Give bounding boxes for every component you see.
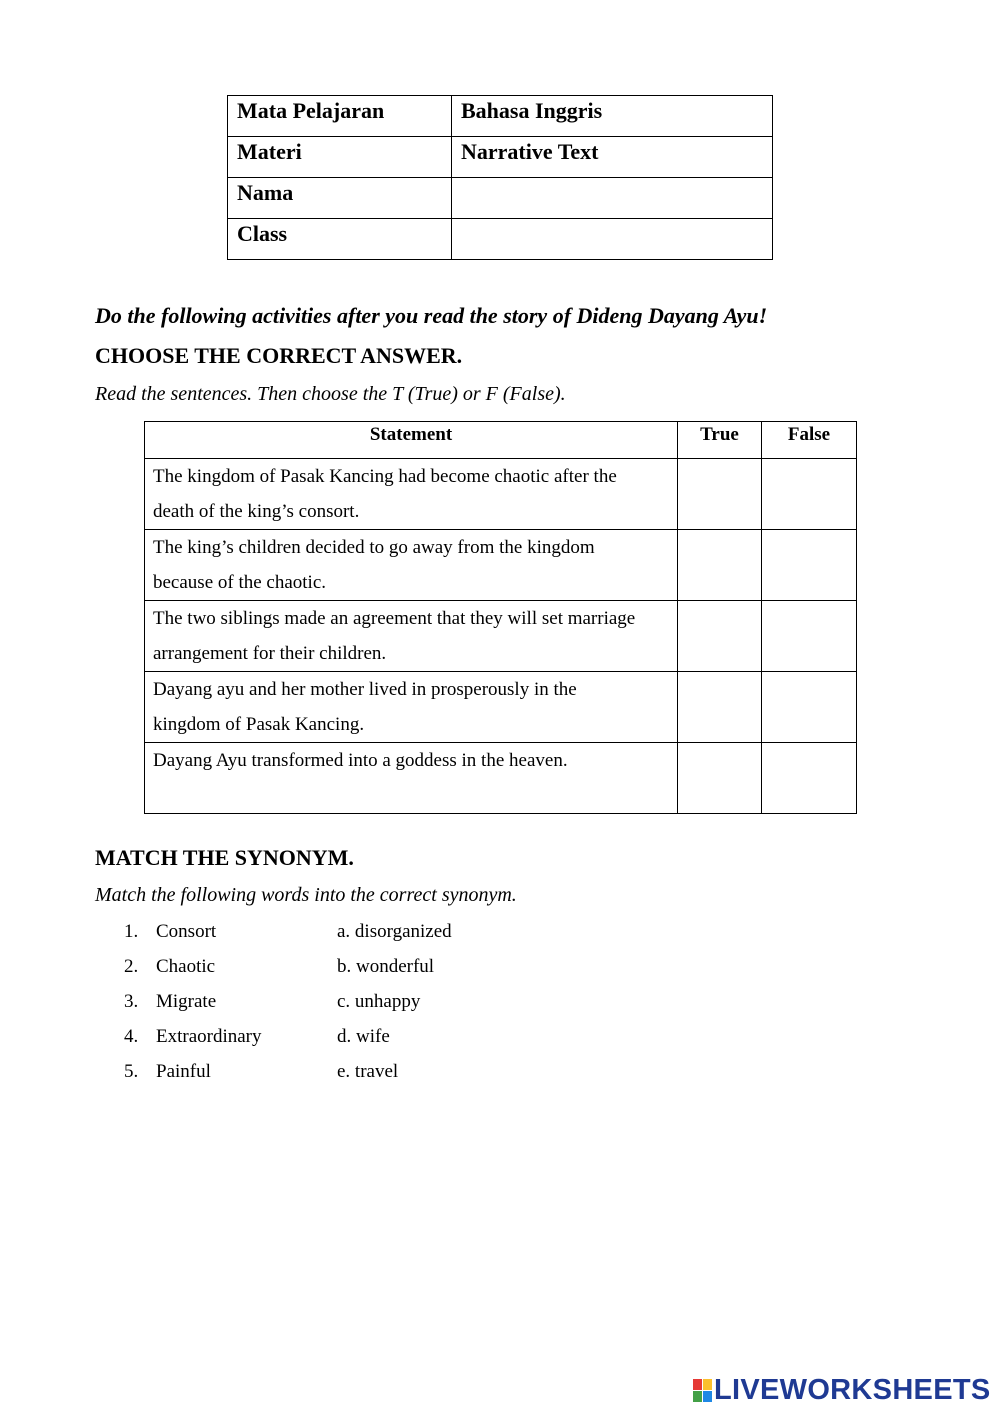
match-item-option: e. travel (337, 1061, 399, 1082)
statement-cell (145, 530, 678, 601)
false-answer-cell[interactable] (762, 743, 857, 814)
header-info-label: Mata Pelajaran (228, 96, 452, 137)
match-item-number: 5. (124, 1061, 139, 1082)
true-answer-cell[interactable] (678, 530, 762, 601)
statement-text (153, 778, 669, 813)
match-item (124, 952, 452, 987)
match-section-instruction: Match the following words into the correct synonym. (95, 884, 517, 906)
true-false-body (145, 459, 857, 814)
match-item-word: Extraordinary (156, 1026, 262, 1047)
statement-cell (145, 601, 678, 672)
header-info-row (228, 178, 773, 219)
liveworksheets-logo-icon (693, 1379, 712, 1402)
statement-text: The kingdom of Pasak Kancing had become chaotic after the (153, 466, 617, 487)
statement-column-header: Statement (145, 422, 678, 459)
liveworksheets-logo-text: LIVEWORKSHEETS (714, 1373, 991, 1406)
header-info-row (228, 137, 773, 178)
match-item-option: a. disorganized (337, 921, 452, 942)
true-column-header: True (678, 422, 762, 459)
false-answer-cell[interactable] (762, 530, 857, 601)
statement-text: The two siblings made an agreement that they will set marriage (153, 608, 636, 629)
header-info-value[interactable] (452, 219, 773, 260)
match-item-option: b. wonderful (337, 956, 435, 977)
statement-text: kingdom of Pasak Kancing. (153, 714, 365, 735)
match-item-option: d. wife (337, 1026, 390, 1047)
header-info-row (228, 219, 773, 260)
liveworksheets-logo (693, 1372, 991, 1408)
match-item-word: Chaotic (156, 956, 216, 977)
match-item-number: 1. (124, 921, 139, 942)
statement-row (145, 672, 857, 743)
statement-cell (145, 743, 678, 814)
match-item (124, 987, 452, 1022)
header-info-body (228, 96, 773, 260)
activity-instruction: Do the following activities after you read the story of Dideng Dayang Ayu! (95, 303, 768, 328)
match-item-option: c. unhappy (337, 991, 421, 1012)
statement-row (145, 459, 857, 530)
logo-square-red (693, 1379, 702, 1390)
statement-text: because of the chaotic. (153, 572, 327, 593)
header-info-row (228, 96, 773, 137)
header-info-label: Materi (228, 137, 452, 178)
false-answer-cell[interactable] (762, 672, 857, 743)
statement-cell (145, 672, 678, 743)
match-item-number: 2. (124, 956, 139, 977)
true-false-table (144, 421, 857, 814)
choose-section-heading: CHOOSE THE CORRECT ANSWER. (95, 343, 463, 368)
statement-text: The king’s children decided to go away from the kingdom (153, 537, 595, 558)
match-item-word: Migrate (156, 991, 217, 1012)
statement-row (145, 530, 857, 601)
match-section-heading: MATCH THE SYNONYM. (95, 845, 354, 870)
header-info-value[interactable] (452, 178, 773, 219)
match-item-number: 3. (124, 991, 139, 1012)
statement-row (145, 601, 857, 672)
statement-text: arrangement for their children. (153, 643, 387, 664)
statement-row (145, 743, 857, 814)
match-item (124, 1057, 452, 1092)
match-item (124, 1022, 452, 1057)
true-answer-cell[interactable] (678, 601, 762, 672)
false-answer-cell[interactable] (762, 459, 857, 530)
header-info-label: Nama (228, 178, 452, 219)
true-answer-cell[interactable] (678, 672, 762, 743)
statement-text: death of the king’s consort. (153, 501, 360, 522)
header-info-value: Narrative Text (452, 137, 773, 178)
true-answer-cell[interactable] (678, 459, 762, 530)
header-info-table (227, 95, 773, 260)
true-false-header-row (145, 422, 857, 459)
statement-text: Dayang ayu and her mother lived in prosperously in the (153, 679, 577, 700)
false-column-header: False (762, 422, 857, 459)
synonym-match-list (124, 917, 452, 1092)
statement-cell (145, 459, 678, 530)
match-item (124, 917, 452, 952)
choose-section-instruction: Read the sentences. Then choose the T (True) or F (False). (95, 383, 566, 405)
match-item-number: 4. (124, 1026, 139, 1047)
logo-square-blue (703, 1391, 712, 1402)
false-answer-cell[interactable] (762, 601, 857, 672)
statement-text: Dayang Ayu transformed into a goddess in the heaven. (153, 750, 568, 771)
match-item-word: Consort (156, 921, 217, 942)
match-item-word: Painful (156, 1061, 211, 1082)
header-info-value: Bahasa Inggris (452, 96, 773, 137)
true-answer-cell[interactable] (678, 743, 762, 814)
logo-square-yellow (703, 1379, 712, 1390)
header-info-label: Class (228, 219, 452, 260)
logo-square-green (693, 1391, 702, 1402)
